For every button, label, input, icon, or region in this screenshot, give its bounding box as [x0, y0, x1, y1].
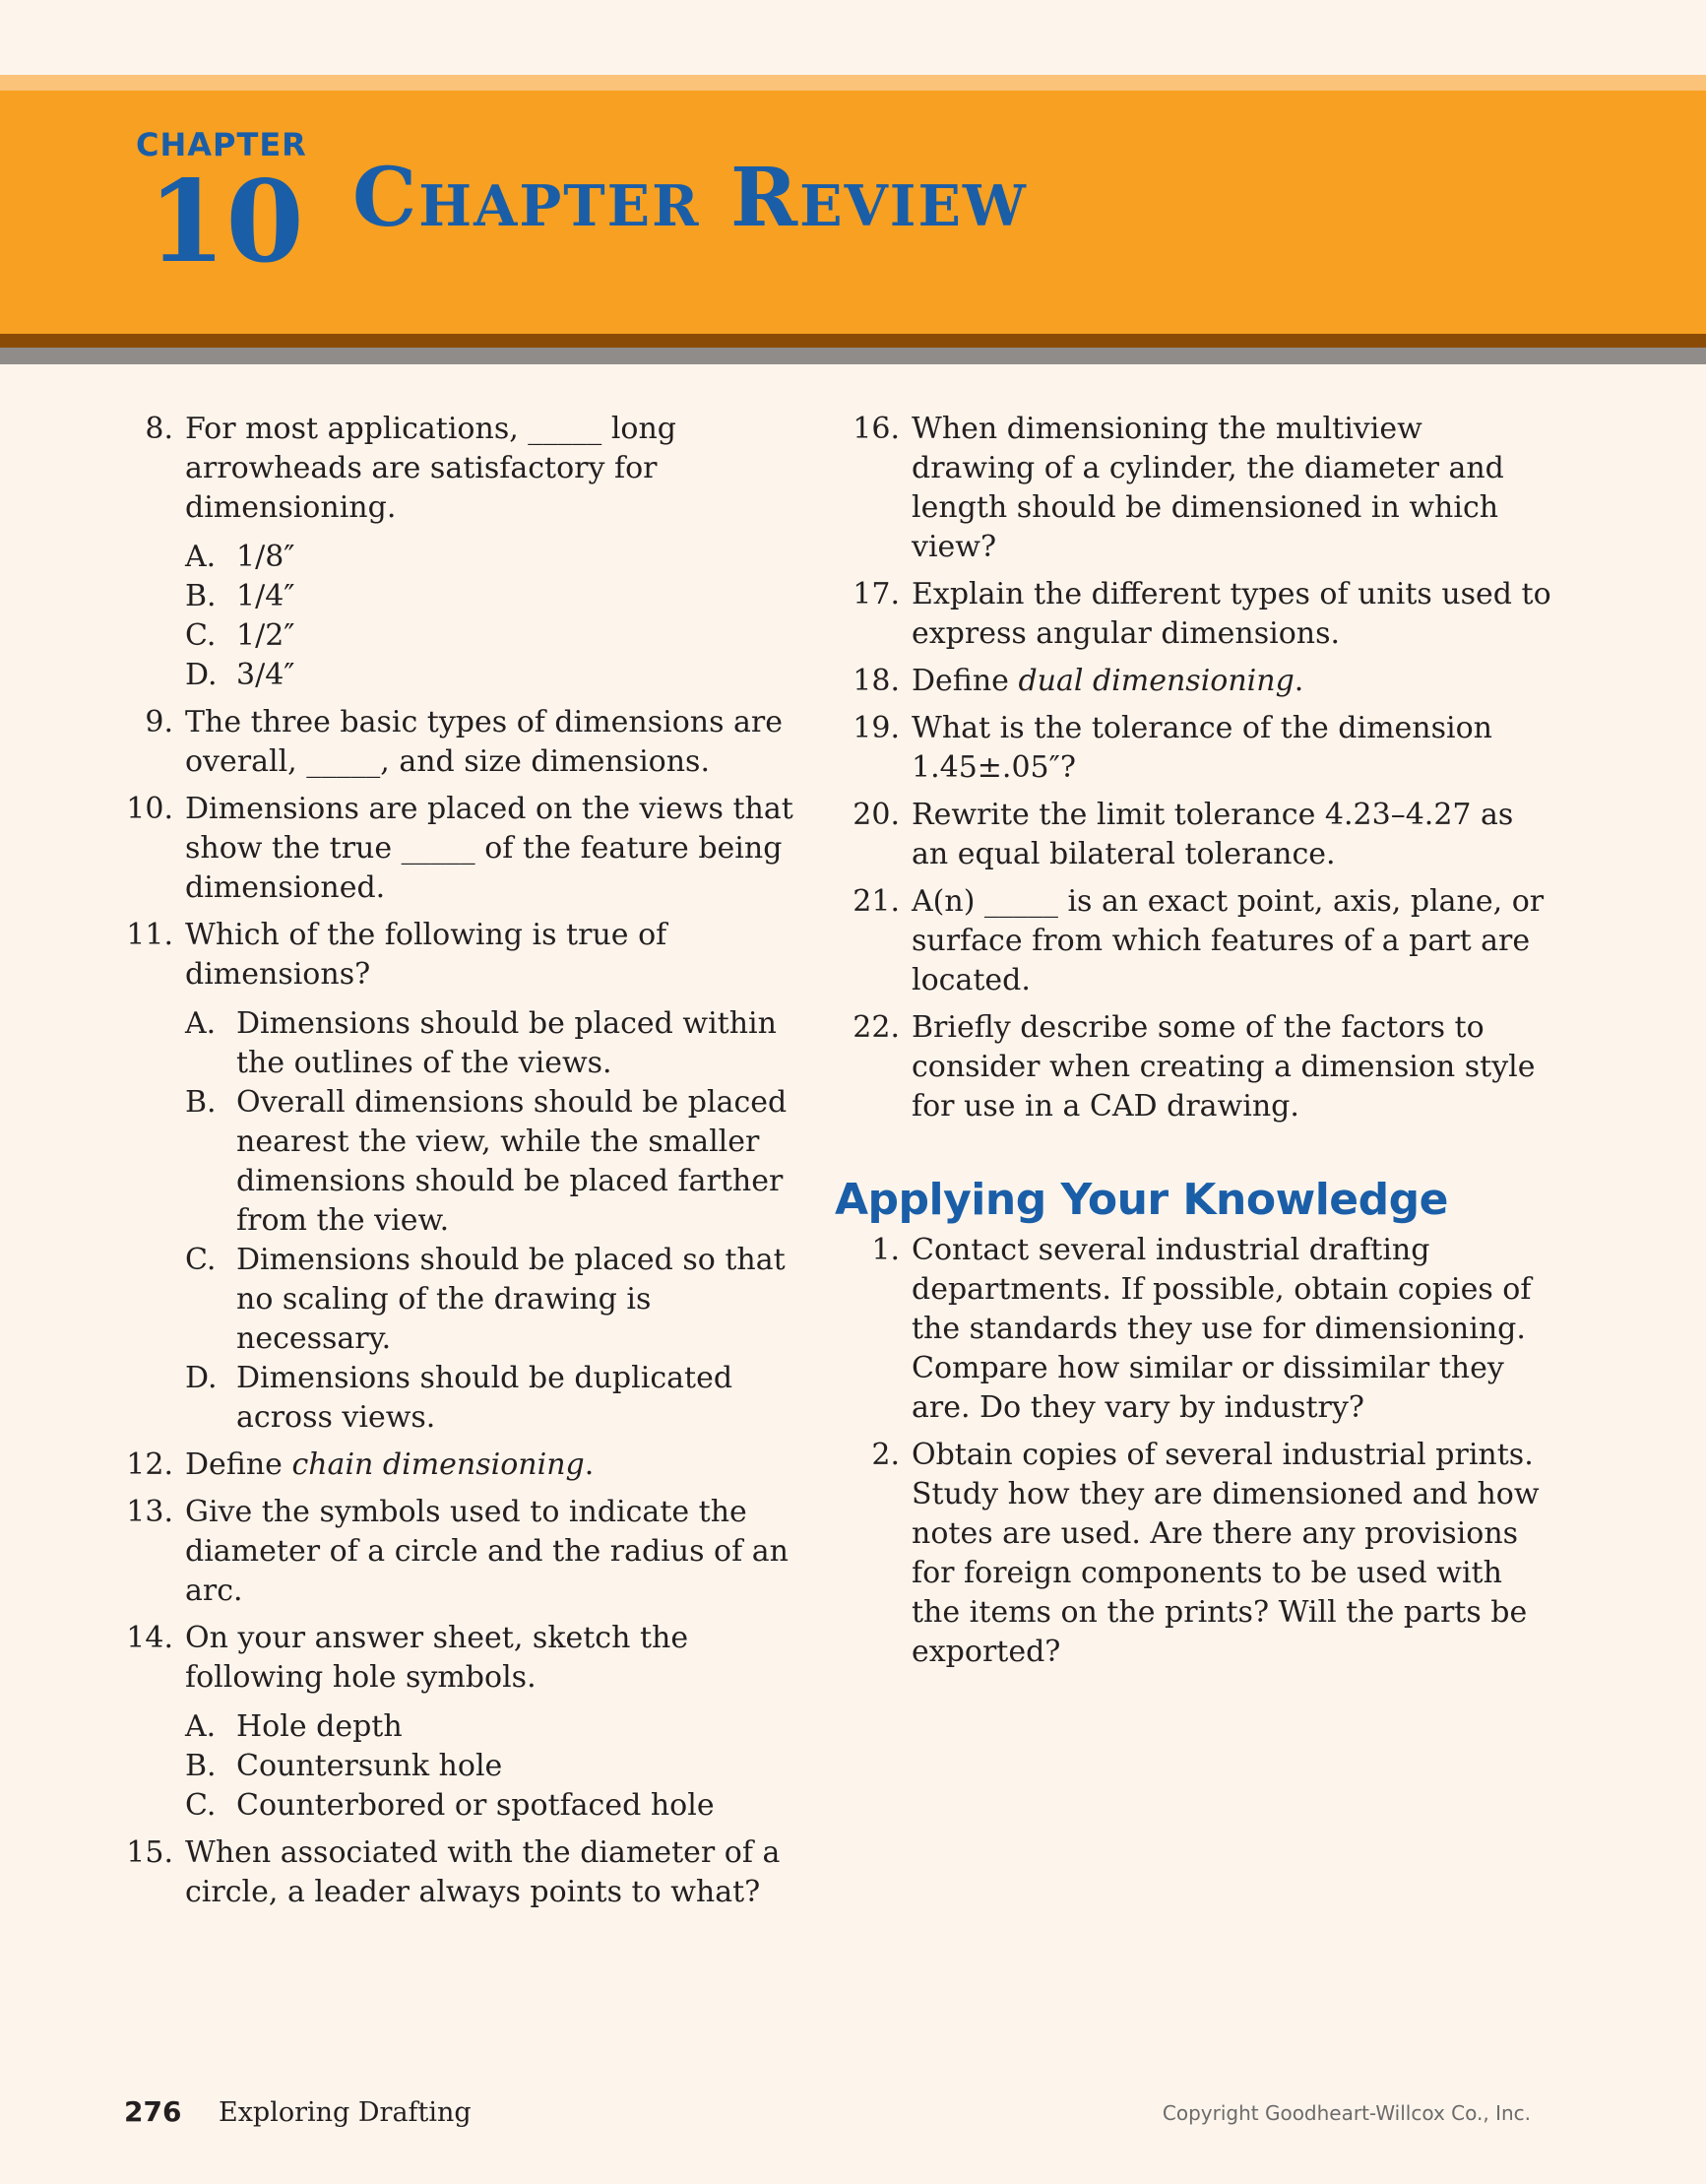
question-term: chain dimensioning — [291, 1447, 585, 1482]
answer-option — [185, 1786, 807, 1826]
question-number: 13. — [126, 1495, 173, 1529]
answer-option — [185, 1241, 807, 1359]
option-letter: B. — [185, 1749, 217, 1783]
question-number: 18. — [853, 664, 900, 698]
answer-options — [185, 1004, 807, 1438]
copyright-notice: Copyright Goodheart-Willcox Co., Inc. — [1162, 2101, 1531, 2125]
question-21 — [845, 882, 1553, 1000]
answer-option — [185, 538, 807, 577]
question-text: When associated with the diameter of a circle, a leader always points to what? — [185, 1835, 781, 1909]
applying-item-1 — [845, 1231, 1553, 1428]
question-19 — [845, 709, 1553, 788]
answer-options — [185, 538, 807, 695]
question-text: The three basic types of dimensions are overall, _____, and size dimensions. — [185, 705, 784, 779]
question-9 — [118, 703, 807, 782]
option-text: Dimensions should be placed within the outlines of the views. — [236, 1006, 777, 1080]
question-16 — [845, 410, 1553, 567]
option-letter: A. — [185, 1709, 217, 1744]
answer-option — [185, 1004, 807, 1083]
option-text: Counterbored or spotfaced hole — [236, 1788, 715, 1823]
question-text: On your answer sheet, sketch the following hole symbols. — [185, 1621, 689, 1695]
question-number: 8. — [145, 412, 173, 446]
question-13 — [118, 1493, 807, 1611]
option-text: 1/8″ — [236, 540, 295, 574]
option-text: 1/4″ — [236, 579, 295, 613]
option-letter: B. — [185, 1085, 217, 1120]
question-text: What is the tolerance of the dimension 1.45±.05″? — [912, 711, 1492, 785]
item-text: Contact several industrial drafting departments. If possible, obtain copies of the standards they use for dimensioning. Compare how similar or dissimilar they are. Do they vary by industry? — [912, 1233, 1532, 1425]
option-letter: D. — [185, 1361, 218, 1395]
question-11 — [118, 916, 807, 1438]
right-column — [835, 410, 1553, 1680]
question-number: 22. — [853, 1010, 900, 1045]
option-letter: C. — [185, 1788, 217, 1823]
question-number: 15. — [126, 1835, 173, 1870]
option-text: Overall dimensions should be placed nearest the view, while the smaller dimensions should be placed farther from the view. — [236, 1085, 788, 1238]
chapter-label: CHAPTER — [136, 126, 307, 163]
question-number: 21. — [853, 884, 900, 919]
answer-option — [185, 1083, 807, 1241]
header-gray-stripe — [0, 348, 1706, 364]
option-letter: A. — [185, 540, 217, 574]
header-top-stripe — [0, 75, 1706, 91]
answer-option — [185, 616, 807, 656]
option-letter: C. — [185, 618, 217, 653]
question-text: Explain the different types of units used to express angular dimensions. — [912, 577, 1551, 651]
question-number: 10. — [126, 792, 173, 826]
question-text-prefix: Define — [185, 1447, 292, 1482]
question-text: Rewrite the limit tolerance 4.23–4.27 as an equal bilateral tolerance. — [912, 798, 1514, 871]
option-text: Hole depth — [236, 1709, 403, 1744]
page-number: 276 — [124, 2095, 182, 2128]
option-text: Dimensions should be placed so that no scaling of the drawing is necessary. — [236, 1243, 786, 1356]
question-14 — [118, 1619, 807, 1826]
answer-options — [185, 1707, 807, 1826]
option-letter: B. — [185, 579, 217, 613]
item-number: 1. — [871, 1233, 900, 1267]
question-term: dual dimensioning — [1018, 664, 1295, 698]
question-number: 19. — [853, 711, 900, 745]
left-column — [118, 410, 807, 1920]
question-15 — [118, 1833, 807, 1912]
applying-item-2 — [845, 1436, 1553, 1672]
question-text: Dimensions are placed on the views that show the true _____ of the feature being dimensioned. — [185, 792, 793, 905]
option-letter: A. — [185, 1006, 217, 1041]
answer-option — [185, 656, 807, 695]
answer-option — [185, 1359, 807, 1438]
question-number: 11. — [126, 918, 173, 952]
question-number: 17. — [853, 577, 900, 611]
question-number: 9. — [145, 705, 173, 739]
question-22 — [845, 1008, 1553, 1126]
question-20 — [845, 796, 1553, 874]
chapter-number: 10 — [148, 156, 304, 288]
question-number: 12. — [126, 1447, 173, 1482]
item-text: Obtain copies of several industrial prints. Study how they are dimensioned and how notes are used. Are there any provisions for foreign components to be used with the items on the prints? Will the parts be exported? — [912, 1438, 1540, 1669]
page-title: Chapter Review — [352, 151, 1028, 245]
question-text-suffix: . — [584, 1447, 595, 1482]
question-18 — [845, 662, 1553, 701]
option-text: 1/2″ — [236, 618, 295, 653]
question-text: For most applications, _____ long arrowheads are satisfactory for dimensioning. — [185, 412, 676, 525]
question-8 — [118, 410, 807, 695]
question-text: When dimensioning the multiview drawing of a cylinder, the diameter and length should be dimensioned in which view? — [912, 412, 1504, 564]
answer-option — [185, 577, 807, 616]
option-letter: D. — [185, 658, 218, 692]
question-number: 14. — [126, 1621, 173, 1655]
item-number: 2. — [871, 1438, 900, 1472]
question-text: Give the symbols used to indicate the diameter of a circle and the radius of an arc. — [185, 1495, 789, 1608]
question-number: 16. — [853, 412, 900, 446]
question-12 — [118, 1445, 807, 1485]
answer-option — [185, 1707, 807, 1747]
question-17 — [845, 575, 1553, 654]
book-title: Exploring Drafting — [219, 2097, 472, 2128]
question-text-prefix: Define — [912, 664, 1019, 698]
question-text: Which of the following is true of dimensions? — [185, 918, 667, 992]
question-text-suffix: . — [1294, 664, 1304, 698]
question-10 — [118, 790, 807, 908]
question-text: A(n) _____ is an exact point, axis, plane, or surface from which features of a part are located. — [912, 884, 1545, 997]
answer-option — [185, 1747, 807, 1786]
option-letter: C. — [185, 1243, 217, 1277]
applying-knowledge-heading: Applying Your Knowledge — [835, 1175, 1448, 1225]
question-number: 20. — [853, 798, 900, 832]
option-text: Countersunk hole — [236, 1749, 503, 1783]
option-text: Dimensions should be duplicated across views. — [236, 1361, 733, 1435]
header-dark-stripe — [0, 334, 1706, 348]
question-text: Briefly describe some of the factors to consider when creating a dimension style for use in a CAD drawing. — [912, 1010, 1536, 1124]
option-text: 3/4″ — [236, 658, 295, 692]
